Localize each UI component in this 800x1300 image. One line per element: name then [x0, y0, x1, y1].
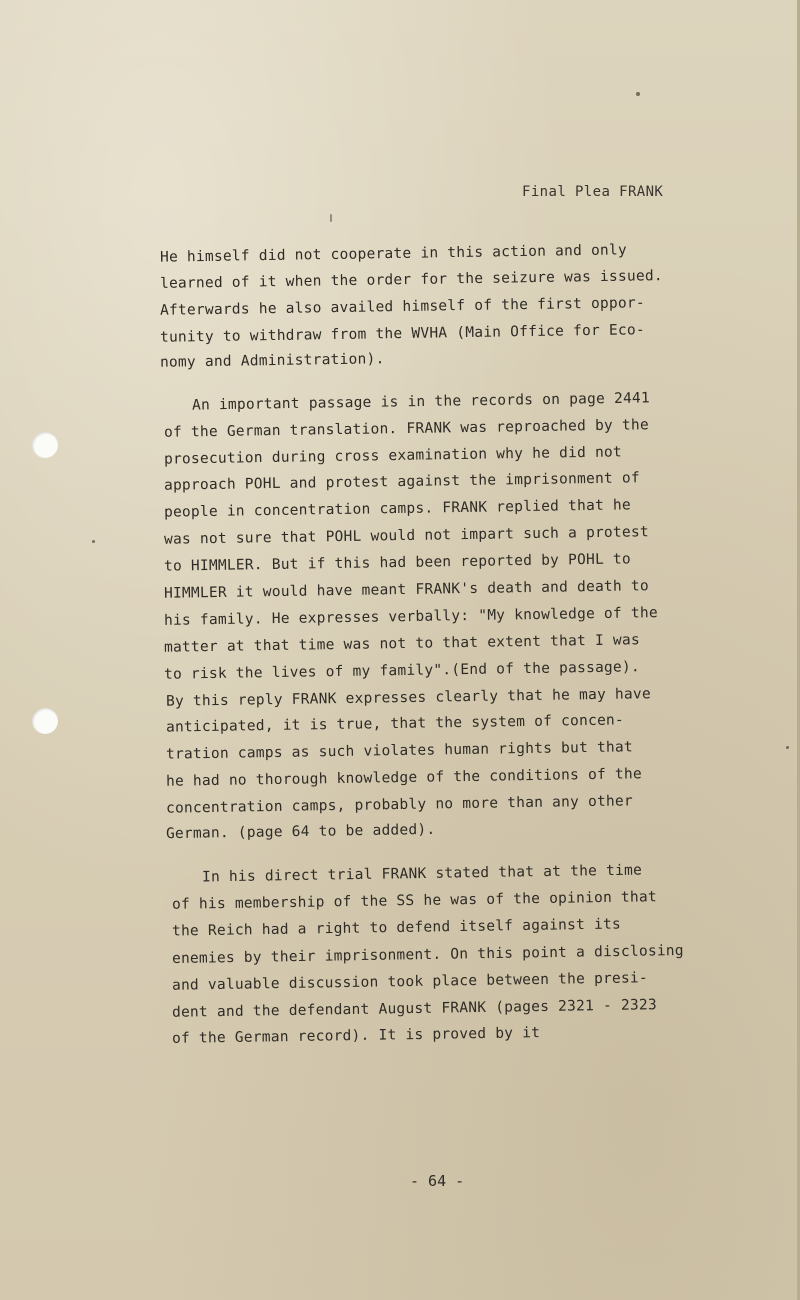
paragraph-line: An important passage is in the records on page 2441: [191, 390, 651, 414]
paper-speck: [92, 540, 95, 543]
paragraph-line: He himself did not cooperate in this action and only: [159, 242, 628, 266]
paragraph-line: nomy and Administration).: [159, 351, 385, 371]
paragraph-line: of the German record). It is proved by it: [171, 1025, 541, 1047]
punch-hole-top: [32, 432, 58, 458]
paragraph-line: to risk the lives of my family".(End of the passage).: [163, 659, 641, 683]
paragraph-line: the Reich had a right to defend itself against its: [171, 916, 622, 940]
paragraph-line: was not sure that POHL would not impart such a protest: [163, 524, 650, 548]
paragraph-line: HIMMLER it would have meant FRANK's death and death to: [163, 578, 650, 602]
page-number: - 64 -: [410, 1172, 465, 1190]
paragraph-line: In his direct trial FRANK stated that at the time: [201, 862, 643, 886]
paragraph-line: dent and the defendant August FRANK (pages 2321 - 2323: [171, 997, 658, 1021]
paper-speck: [786, 746, 789, 749]
paragraph-line: tunity to withdraw from the WVHA (Main Office for Eco-: [159, 322, 646, 346]
paragraph-line: anticipated, it is true, that the system of concen-: [165, 712, 625, 736]
paragraph-line: prosecution during cross examination why he did not: [163, 444, 623, 468]
punch-hole-bottom: [32, 708, 58, 734]
paper-speck: [636, 92, 640, 96]
paragraph-line: to HIMMLER. But if this had been reported by POHL to: [163, 551, 632, 575]
paragraph-line: his family. He expresses verbally: "My knowledge of the: [163, 605, 658, 629]
paragraph-line: By this reply FRANK expresses clearly that he may have: [165, 686, 652, 710]
paragraph-line: approach POHL and protest against the imprisonment of: [163, 470, 641, 494]
document-header: Final Plea FRANK: [522, 184, 664, 200]
paragraph-line: tration camps as such violates human rights but that: [165, 739, 634, 763]
paragraph-line: of his membership of the SS he was of the opinion that: [171, 889, 658, 913]
paragraph-line: learned of it when the order for the seizure was issued.: [159, 268, 663, 292]
paragraph-line: he had no thorough knowledge of the conditions of the: [165, 766, 643, 790]
paragraph-line: and valuable discussion took place between the presi-: [171, 970, 649, 994]
paragraph-line: concentration camps, probably no more than any other: [165, 793, 634, 817]
paragraph-line: enemies by their imprisonment. On this point a disclosing: [171, 942, 684, 968]
paragraph-line: people in concentration camps. FRANK replied that he: [163, 497, 632, 521]
paragraph-line: Afterwards he also availed himself of the first oppor-: [159, 295, 646, 319]
paper-speck: [330, 214, 332, 222]
paragraph-line: matter at that time was not to that extent that I was: [163, 632, 641, 656]
paragraph-line: of the German translation. FRANK was reproached by the: [163, 417, 650, 441]
paragraph-line: German. (page 64 to be added).: [165, 821, 436, 843]
